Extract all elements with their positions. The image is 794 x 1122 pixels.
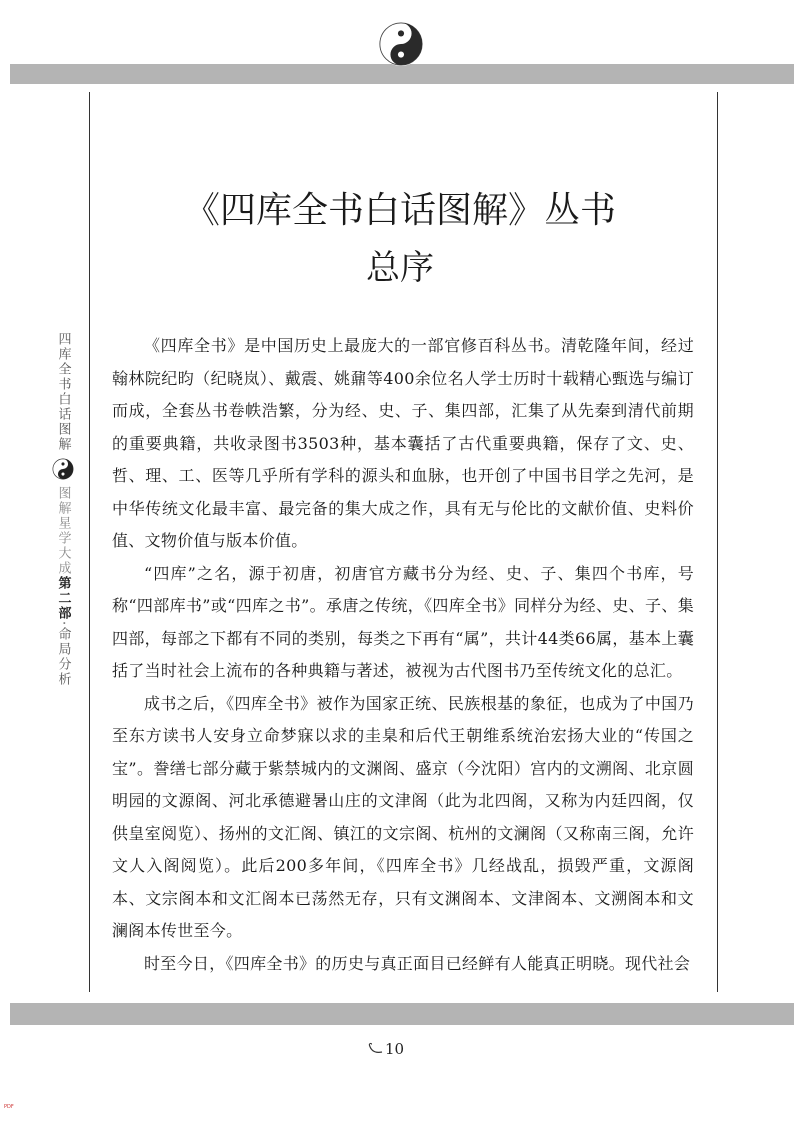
sidebar-chapter: 命局分析 xyxy=(55,627,71,688)
footer-band xyxy=(10,1003,794,1025)
frame-right-rule xyxy=(717,92,718,992)
yin-yang-icon xyxy=(52,458,74,480)
paragraph: 《四库全书》是中国历史上最庞大的一部官修百科丛书。清乾隆年间，经过翰林院纪昀（纪晓岚）、戴震、姚鼐等400余位名人学士历时十载精心甄选与编订而成，全套丛书卷帙浩繁，分为经、史、子、集四部，汇集了从先秦到清代前期的重要典籍，共收录图书3503种，基本囊括了古代重要典籍，保存了文、史、哲、理、工、医等几乎所有学科的源头和血脉，也开创了中国书目学之先河，是中华传统文化最丰富、最完备的集大成之作，具有无与伦比的文献价值、史料价值、文物价值与版本价值。 xyxy=(112,336,694,550)
header-band xyxy=(10,64,794,84)
frame-left-rule xyxy=(89,92,90,992)
page-subtitle: 总序 xyxy=(366,248,434,288)
page-number xyxy=(367,1040,404,1058)
paragraph: 时至今日，《四库全书》的历史与真正面目已经鲜有人能真正明晓。现代社会 xyxy=(144,953,691,973)
sidebar-separator: · xyxy=(55,621,71,628)
sidebar-book-title: 图解星学大成 xyxy=(55,486,71,576)
paragraph: “四库”之名，源于初唐，初唐官方藏书分为经、史、子、集四个书库，号称“四部库书”或“四库之书”。承唐之传统，《四库全书》同样分为经、史、子、集四部，每部之下都有不同的类别，每类之下再有“属”，共计44类66属，基本上囊括了当时社会上流布的各种典籍与著述，被视为古代图书乃至传统文化的总汇。 xyxy=(112,563,694,680)
swirl-icon xyxy=(367,1040,385,1058)
preface-body xyxy=(112,330,694,980)
yin-yang-icon xyxy=(379,22,423,66)
sidebar-part: 第二部 xyxy=(55,576,71,621)
sidebar-series-title: 四库全书白话图解 xyxy=(55,332,71,452)
page-title: 《四库全书白话图解》丛书 xyxy=(183,190,616,231)
sidebar xyxy=(50,332,76,687)
paragraph: 成书之后，《四库全书》被作为国家正统、民族根基的象征，也成为了中国乃至东方读书人安身立命梦寐以求的圭臬和后代王朝维系统治宏扬大业的“传国之宝”。誊缮七部分藏于紫禁城内的文渊阁、盛京（今沈阳）宫内的文溯阁、北京圆明园的文源阁、河北承德避暑山庄的文津阁（此为北四阁，又称为内廷四阁，仅供皇室阅览）、扬州的文汇阁、镇江的文宗阁、杭州的文澜阁（又称南三阁，允许文人入阁阅览）。此后200多年间，《四库全书》几经战乱，损毁严重，文源阁本、文宗阁本和文汇阁本已荡然无存，只有文渊阁本、文津阁本、文溯阁本和文澜阁本传世至今。 xyxy=(112,693,694,940)
page-number-text: 10 xyxy=(385,1040,405,1058)
corner-mark: PDF xyxy=(4,1104,14,1110)
